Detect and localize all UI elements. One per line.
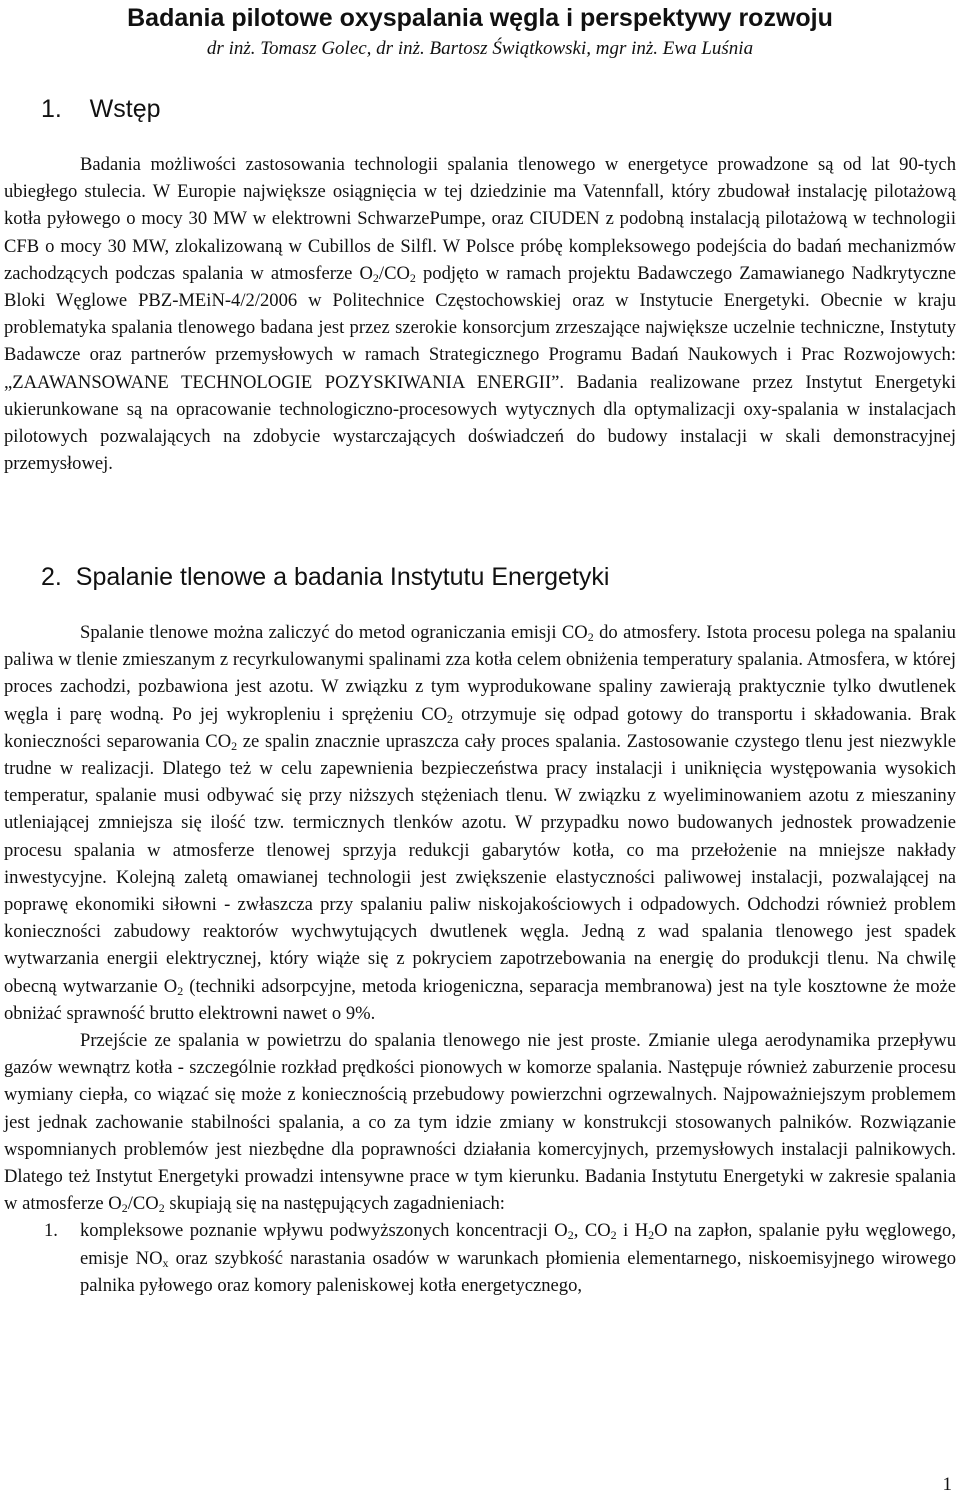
section-2-body: [4, 619, 956, 1299]
section-2-number: 2.: [41, 563, 62, 591]
section-1-body: [4, 151, 956, 477]
section-2-heading: [41, 562, 609, 592]
section-2-title: Spalanie tlenowe a badania Instytutu Energetyki: [75, 563, 610, 591]
authors-line: dr inż. Tomasz Golec, dr inż. Bartosz Świątkowski, mgr inż. Ewa Luśnia: [206, 38, 754, 59]
list-item-number: 1.: [44, 1220, 58, 1242]
section-1-title: Wstęp: [89, 95, 161, 123]
document-title: Badania pilotowe oxyspalania węgla i perspektywy rozwoju: [127, 4, 833, 32]
list-item: 1. kompleksowe poznanie wpływu podwyższonych koncentracji $O_2$, $CO_2$ i $H_2O$ na zapłon, spalanie pyłu węglowego, emisje $NO_x$ oraz szybkość narastania osadów w warunkach płomienia elementarnego, niskoemisyjnego wirowego palnika pyłowego oraz komory paleniskowej kotła energetycznego,: [4, 1217, 956, 1299]
page-number: 1: [942, 1474, 952, 1495]
section-1-heading: [41, 94, 161, 124]
paragraph-oxyfuel: Spalanie tlenowe można zaliczyć do metod ograniczania emisji $CO_2$ do atmosfery. Istota procesu polega na spalaniu paliwa w tlenie zmieszanym z recyrkulowanymi spalinami zza kotła celem obniżenia temperatury spalania. Atmosfera, w której proces zachodzi, pozbawiona jest azotu. W związku z tym wyprodukowane spaliny zawierają praktycznie tylko dwutlenek węgla i parę wodną. Po jej wykropleniu i sprężeniu $CO_2$ otrzymuje się odpad gotowy do transportu i składowania. Brak konieczności separowania $CO_2$ ze spalin znacznie upraszcza cały proces spalania. Zastosowanie czystego tlenu jest niezwykle trudne w realizacji. Dlatego też w celu zapewnienia bezpieczeństwa pracy instalacji i uniknięcia występowania wysokich temperatur, spalanie musi odbywać się przy niższych stężeniach tlenu. W związku z wyeliminowaniem azotu z mieszaniny utleniającej zmniejsza się ilość tzw. termicznych tlenków azotu. W przypadku nowo budowanych jednostek prowadzenie procesu spalania w atmosferze tlenowej sprzyja redukcji gabarytów kotła, co ma przełożenie na mniejsze nakłady inwestycyjne. Kolejną zaletą omawianej technologii jest zwiększenie elastyczności paliwowej instalacji, pozwalającej na poprawę ekonomiki siłowni - zwłaszcza przy spalaniu paliw niskojakościowych i odpadowych. Odchodzi również problem konieczności zabudowy reaktorów wychwytujących dwutlenek węgla. Jedną z wad spalania tlenowego jest spadek wytwarzania energii elektrycznej, który wiąże się z pokryciem zapotrzebowania na energię do produkcji tlenu. Na chwilę obecną wytwarzanie $O_2$ (techniki adsorpcyjne, metoda kriogeniczna, separacja membranowa) jest na tyle kosztowne że może obniżać sprawność brutto elektrowni nawet o 9%.: [4, 622, 957, 1024]
paragraph-transition: Przejście ze spalania w powietrzu do spalania tlenowego nie jest proste. Zmianie ulega aerodynamika przepływu gazów wewnątrz kotła - szczególnie rozkład prędkości pionowych w komorze spalania. Następuje również zaburzenie procesu wymiany ciepła, co wiązać się może z koniecznością przebudowy powierzchni ogrzewalnych. Najpoważniejszym problemem jest jednak zachowanie stabilności spalania, a co za tym idzie zmiany w konstrukcji stosowanych palników. Rozwiązanie wspomnianych problemów jest niezbędne dla poprawności działania komercyjnych, przemysłowych instalacji palnikowych. Dlatego też Instytut Energetyki prowadzi intensywne prace w tym kierunku. Badania Instytutu Energetyki w zakresie spalania w atmosferze $O_2/CO_2$ skupiają się na następujących zagadnieniach:: [4, 1030, 956, 1216]
paragraph-intro: Badania możliwości zastosowania technologii spalania tlenowego w energetyce prowadzone są od lat 90-tych ubiegłego stulecia. W Europie największe osiągnięcia w tej dziedzinie ma Vatennfall, który zbudował instalację pilotażową kotła pyłowego o mocy 30 MW w elektrowni SchwarzePumpe, oraz CIUDEN z podobną instalacją pilotażową w technologii CFB o mocy 30 MW, zlokalizowaną w Cubillos de Silfl. W Polsce próbę kompleksowego podejścia do badań mechanizmów zachodzących podczas spalania w atmosferze $O_2/CO_2$ podjęto w ramach projektu Badawczego Zamawianego Nadkrytyczne Bloki Węglowe PBZ-MEiN-4/2/2006 w Politechnice Częstochowskiej oraz w Instytucie Energetyki. Obecnie w kraju problematyka spalania tlenowego badana jest przez szerokie konsorcjum zrzeszające największe uczelnie techniczne, Instytuty Badawcze oraz partnerów przemysłowych w ramach Strategicznego Programu Badań Naukowych i Prac Rozwojowych: „ZAAWANSOWANE TECHNOLOGIE POZYSKIWANIA ENERGII”. Badania realizowane przez Instytut Energetyki ukierunkowane są na opracowanie technologiczno-procesowych wytycznych dla optymalizacji oxy-spalania w instalacjach pilotowych pozwalających na zdobycie wystarczających doświadczeń do budowy instalacji w skali demonstracyjnej przemysłowej.: [4, 154, 956, 475]
section-1-number: 1.: [41, 95, 62, 123]
